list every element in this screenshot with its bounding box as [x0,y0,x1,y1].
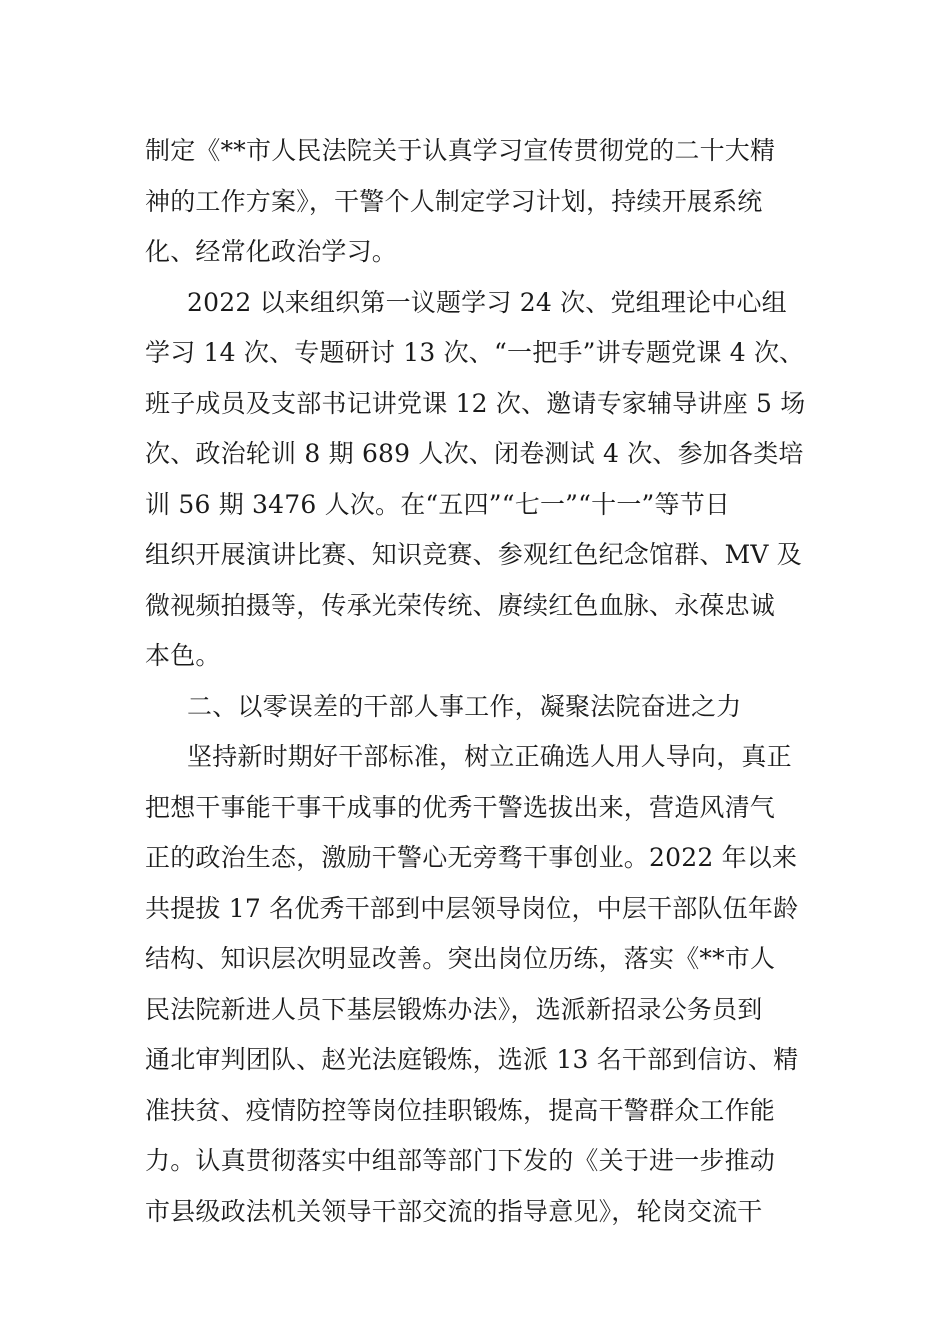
text-line-20: 准扶贫、疫情防控等岗位挂职锻炼，提高干警群众工作能 [145,1095,776,1125]
text-line-1: 制定《**市人民法院关于认真学习宣传贯彻党的二十大精 [145,136,776,165]
text-line-13: 坚持新时期好干部标准，树立正确选人用人导向，真正 [187,742,792,771]
text-line-2: 神的工作方案》，干警个人制定学习计划，持续开展系统 [145,186,763,216]
section-heading: 二、以零误差的干部人事工作，凝聚法院奋进之力 [187,691,742,721]
text-line-14: 把想干事能干事干成事的优秀干警选拔出来，营造风清气 [145,792,776,822]
text-line-3: 化、经常化政治学习。 [145,237,398,266]
text-line-22: 市县级政法机关领导干部交流的指导意见》，轮岗交流干 [145,1196,763,1226]
text-line-19: 通北审判团队、赵光法庭锻炼，选派 13 名干部到信访、精 [145,1045,799,1074]
text-line-9: 组织开展演讲比赛、知识竞赛、参观红色纪念馆群、MV 及 [145,540,803,569]
text-line-11: 本色。 [145,641,221,670]
text-line-7: 次、政治轮训 8 期 689 人次、闭卷测试 4 次、参加各类培 [145,439,804,468]
text-line-15: 正的政治生态，激励干警心无旁骛干事创业。2022 年以来 [145,843,798,872]
text-line-21: 力。认真贯彻落实中组部等部门下发的《关于进一步推动 [145,1146,776,1175]
text-line-4: 2022 以来组织第一议题学习 24 次、党组理论中心组 [187,287,787,317]
text-line-5: 学习 14 次、专题研讨 13 次、“一把手”讲专题党课 4 次、 [145,338,805,367]
text-line-6: 班子成员及支部书记讲党课 12 次、邀请专家辅导讲座 5 场 [145,388,806,418]
document-body [145,126,810,1237]
text-line-18: 民法院新进人员下基层锻炼办法》，选派新招录公务员到 [145,994,763,1024]
text-line-17: 结构、知识层次明显改善。突出岗位历练，落实《**市人 [145,944,776,973]
text-line-8: 训 56 期 3476 人次。在“五四”“七一”“十一”等节日 [145,489,731,519]
text-line-16: 共提拔 17 名优秀干部到中层领导岗位，中层干部队伍年龄 [145,893,799,923]
text-line-10: 微视频拍摄等，传承光荣传统、赓续红色血脉、永葆忠诚 [145,590,776,620]
